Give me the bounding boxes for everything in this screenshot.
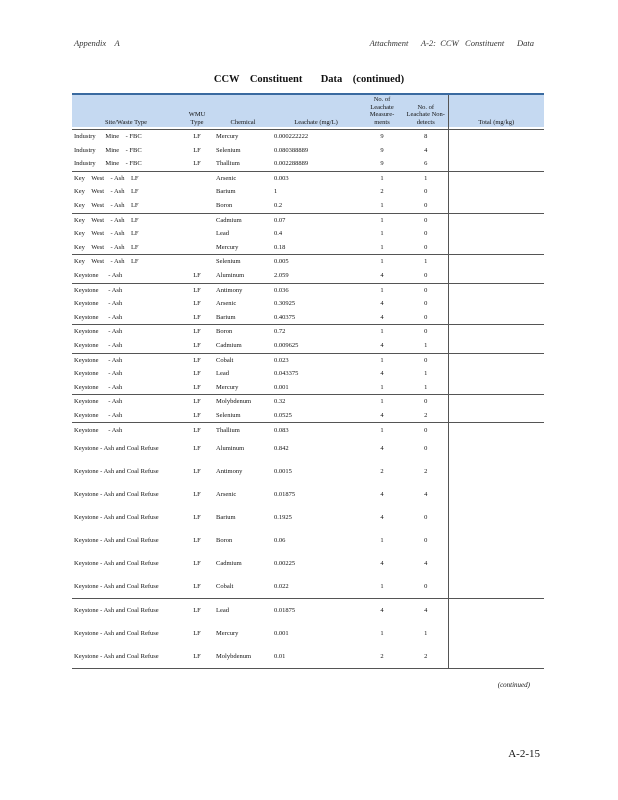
cell-leachate: 0.036 [272, 283, 360, 297]
cell-num-measurements: 1 [360, 395, 404, 409]
cell-leachate: 0.842 [274, 444, 289, 452]
header-wmu-type: WMU Type [180, 94, 214, 127]
cell-total [448, 423, 544, 437]
cell-num-measurements: 1 [380, 629, 384, 637]
cell-num-nondetects: 0 [424, 230, 428, 238]
table-row [72, 381, 544, 395]
cell-site-waste-type: Keystone - Ash and Coal Refuse [72, 599, 180, 623]
cell-total [448, 599, 544, 623]
cell-wmu-type: LF [193, 313, 201, 321]
cell-num-measurements: 4 [360, 599, 404, 623]
table-row [72, 199, 544, 213]
cell-total [448, 645, 544, 669]
cell-num-measurements: 9 [380, 146, 384, 154]
cell-leachate: 0.01875 [274, 490, 296, 498]
cell-wmu-type: LF [180, 423, 214, 437]
cell-num-nondetects: 0 [424, 582, 428, 590]
table-row [72, 437, 544, 460]
cell-chemical: Cobalt [216, 582, 234, 590]
cell-num-measurements: 1 [380, 230, 384, 238]
table-row [72, 311, 544, 325]
cell-total [448, 185, 544, 199]
cell-leachate: 0.001 [274, 383, 289, 391]
cell-site-waste-type: Keystone - Ash [74, 411, 123, 419]
cell-num-nondetects: 2 [404, 645, 448, 669]
cell-num-nondetects: 0 [424, 313, 428, 321]
cell-num-nondetects: 2 [424, 411, 428, 419]
cell-num-measurements: 4 [380, 513, 384, 521]
cell-num-nondetects: 8 [404, 130, 448, 144]
cell-chemical: Mercury [216, 629, 239, 637]
cell-leachate: 0.0525 [274, 411, 292, 419]
cell-leachate: 0.40375 [274, 313, 296, 321]
continued-note: (continued) [497, 681, 530, 689]
cell-wmu-type: LF [193, 490, 201, 498]
cell-num-nondetects: 1 [424, 383, 428, 391]
cell-num-measurements: 4 [380, 300, 384, 308]
cell-num-measurements: 2 [380, 188, 384, 196]
cell-site-waste-type: Keystone - Ash [74, 341, 123, 349]
table-row [72, 552, 544, 575]
cell-leachate: 0.022 [274, 582, 289, 590]
cell-num-measurements: 1 [380, 383, 384, 391]
table-row [72, 483, 544, 506]
cell-total [448, 297, 544, 311]
cell-site-waste-type: Keystone - Ash and Coal Refuse [74, 582, 159, 590]
cell-num-nondetects: 0 [424, 300, 428, 308]
cell-num-measurements: 1 [360, 423, 404, 437]
cell-leachate: 0.2 [274, 202, 283, 210]
cell-wmu-type [180, 241, 214, 255]
cell-num-nondetects: 1 [424, 370, 428, 378]
cell-wmu-type: LF [193, 300, 201, 308]
cell-leachate: 0.1925 [274, 513, 292, 521]
cell-site-waste-type: Keystone - Ash and Coal Refuse [74, 559, 159, 567]
cell-num-nondetects: 1 [424, 629, 428, 637]
cell-total [448, 575, 544, 599]
cell-num-nondetects: 0 [404, 423, 448, 437]
cell-site-waste-type: Keystone - Ash [72, 353, 180, 367]
page-title: CCW Constituent Data (continued) [213, 74, 405, 85]
cell-site-waste-type: Industry Mine - FBC [74, 160, 142, 168]
cell-leachate: 0.4 [274, 230, 283, 238]
cell-chemical: Boron [214, 325, 272, 339]
cell-total [448, 157, 544, 171]
cell-total [448, 199, 544, 213]
cell-leachate: 0.023 [272, 353, 360, 367]
cell-site-waste-type: Keystone - Ash [74, 300, 123, 308]
cell-chemical: Thallium [216, 160, 240, 168]
cell-num-measurements: 4 [380, 490, 384, 498]
cell-num-nondetects: 4 [424, 146, 428, 154]
cell-site-waste-type: Keystone - Ash and Coal Refuse [72, 645, 180, 669]
cell-wmu-type: LF [193, 383, 201, 391]
table-header-row [72, 94, 544, 127]
table-row [72, 645, 544, 669]
cell-wmu-type: LF [193, 513, 201, 521]
cell-site-waste-type: Keystone - Ash [72, 283, 180, 297]
cell-leachate: 0.01 [272, 645, 360, 669]
cell-leachate: 0.32 [272, 395, 360, 409]
cell-wmu-type: LF [193, 467, 201, 475]
table-row [72, 255, 544, 269]
cell-leachate: 0.001 [274, 629, 289, 637]
cell-site-waste-type: Key West - Ash LF [74, 230, 139, 238]
header-chemical: Chemical [214, 94, 272, 127]
cell-chemical: Arsenic [214, 171, 272, 185]
cell-num-measurements: 2 [360, 645, 404, 669]
cell-leachate: 0.080388889 [274, 146, 309, 154]
cell-chemical: Cobalt [214, 353, 272, 367]
cell-wmu-type: LF [193, 341, 201, 349]
cell-total [448, 483, 544, 506]
cell-wmu-type: LF [180, 599, 214, 623]
cell-total [448, 437, 544, 460]
cell-chemical: Selenium [216, 411, 241, 419]
cell-site-waste-type: Keystone - Ash and Coal Refuse [74, 490, 159, 498]
cell-total [448, 283, 544, 297]
cell-num-nondetects: 2 [424, 467, 428, 475]
cell-num-measurements: 4 [380, 411, 384, 419]
cell-chemical: Molybdenum [214, 395, 272, 409]
table-row [72, 339, 544, 353]
cell-leachate: 2.059 [274, 271, 289, 279]
cell-num-nondetects: 4 [424, 559, 428, 567]
cell-leachate: 0.002288889 [274, 160, 309, 168]
cell-num-nondetects: 0 [404, 213, 448, 227]
cell-wmu-type: LF [180, 325, 214, 339]
cell-wmu-type: LF [193, 582, 201, 590]
table-row [72, 529, 544, 552]
cell-chemical: Boron [216, 536, 233, 544]
cell-total [448, 353, 544, 367]
cell-site-waste-type: Keystone - Ash [72, 423, 180, 437]
cell-wmu-type [180, 199, 214, 213]
cell-num-nondetects: 0 [404, 353, 448, 367]
table-row [72, 423, 544, 437]
cell-wmu-type: LF [193, 370, 201, 378]
table-row [72, 409, 544, 423]
cell-wmu-type: LF [193, 271, 201, 279]
cell-leachate: 1 [274, 188, 278, 196]
table-row [72, 367, 544, 381]
table-row [72, 241, 544, 255]
cell-num-measurements: 4 [380, 370, 384, 378]
cell-wmu-type [180, 185, 214, 199]
cell-site-waste-type: Keystone - Ash [74, 383, 123, 391]
cell-num-nondetects: 4 [404, 599, 448, 623]
cell-leachate: 0.07 [272, 213, 360, 227]
cell-wmu-type: LF [193, 629, 201, 637]
cell-wmu-type: LF [180, 130, 214, 144]
cell-num-measurements: 4 [380, 313, 384, 321]
cell-leachate: 0.01875 [272, 599, 360, 623]
cell-total [448, 227, 544, 241]
cell-total [448, 171, 544, 185]
cell-chemical: Antimony [214, 283, 272, 297]
cell-site-waste-type: Key West - Ash LF [74, 202, 139, 210]
cell-num-nondetects: 0 [404, 283, 448, 297]
table-row [72, 506, 544, 529]
cell-num-measurements: 1 [380, 536, 384, 544]
cell-chemical: Selenium [214, 255, 272, 269]
cell-leachate: 0.00225 [274, 559, 296, 567]
header-leachate: Leachate (mg/L) [272, 94, 360, 127]
cell-leachate: 0.003 [272, 171, 360, 185]
cell-leachate: 0.0015 [274, 467, 292, 475]
cell-chemical: Barium [216, 313, 236, 321]
table-row [72, 325, 544, 339]
cell-site-waste-type: Key West - Ash LF [74, 243, 139, 251]
cell-wmu-type: LF [180, 395, 214, 409]
cell-site-waste-type: Keystone - Ash [72, 395, 180, 409]
cell-site-waste-type: Key West - Ash LF [74, 188, 139, 196]
header-site-waste-type: Site/Waste Type [72, 94, 180, 127]
cell-wmu-type [180, 255, 214, 269]
cell-site-waste-type: Keystone - Ash [72, 325, 180, 339]
cell-num-measurements: 1 [360, 171, 404, 185]
cell-total [448, 213, 544, 227]
cell-site-waste-type: Key West - Ash LF [72, 171, 180, 185]
cell-site-waste-type: Keystone - Ash [74, 271, 123, 279]
cell-total [448, 622, 544, 645]
cell-wmu-type: LF [193, 536, 201, 544]
cell-total [448, 460, 544, 483]
cell-num-measurements: 4 [380, 271, 384, 279]
cell-chemical: Antimony [216, 467, 243, 475]
cell-site-waste-type: Key West - Ash LF [72, 255, 180, 269]
cell-site-waste-type: Keystone - Ash and Coal Refuse [74, 513, 159, 521]
cell-num-nondetects: 6 [424, 160, 428, 168]
cell-wmu-type [180, 171, 214, 185]
cell-wmu-type: LF [193, 411, 201, 419]
table-row [72, 283, 544, 297]
cell-chemical: Lead [216, 370, 229, 378]
cell-chemical: Boron [216, 202, 233, 210]
cell-num-measurements: 1 [360, 213, 404, 227]
cell-chemical: Mercury [214, 130, 272, 144]
cell-leachate: 0.043375 [274, 370, 299, 378]
cell-total [448, 506, 544, 529]
cell-num-nondetects: 0 [424, 536, 428, 544]
cell-site-waste-type: Keystone - Ash and Coal Refuse [74, 467, 159, 475]
cell-leachate: 0.30925 [274, 300, 296, 308]
cell-chemical: Cadmium [216, 559, 242, 567]
cell-leachate: 0.009625 [274, 341, 299, 349]
cell-num-nondetects: 0 [424, 271, 428, 279]
cell-total [448, 529, 544, 552]
cell-num-nondetects: 1 [404, 171, 448, 185]
cell-total [448, 381, 544, 395]
cell-chemical: Aluminum [216, 444, 245, 452]
cell-chemical: Mercury [216, 243, 239, 251]
cell-num-measurements: 4 [380, 559, 384, 567]
cell-num-measurements: 9 [380, 160, 384, 168]
cell-num-measurements: 1 [360, 353, 404, 367]
cell-wmu-type: LF [193, 559, 201, 567]
cell-leachate: 0.083 [272, 423, 360, 437]
cell-num-nondetects: 0 [404, 395, 448, 409]
cell-site-waste-type: Keystone - Ash [74, 313, 123, 321]
cell-chemical: Lead [216, 230, 229, 238]
cell-num-nondetects: 1 [404, 255, 448, 269]
cell-num-measurements: 4 [380, 444, 384, 452]
cell-chemical: Arsenic [216, 490, 237, 498]
cell-num-measurements: 1 [360, 255, 404, 269]
cell-chemical: Cadmium [216, 341, 242, 349]
cell-chemical: Mercury [216, 383, 239, 391]
cell-site-waste-type: Keystone - Ash and Coal Refuse [74, 444, 159, 452]
cell-num-nondetects: 0 [424, 444, 428, 452]
table-body [72, 130, 544, 669]
cell-total [448, 552, 544, 575]
cell-leachate: 0.005 [272, 255, 360, 269]
running-header-attachment: Attachment A-2: CCW Constituent Data [369, 38, 534, 48]
cell-wmu-type: LF [180, 645, 214, 669]
cell-total [448, 241, 544, 255]
cell-site-waste-type: Keystone - Ash [74, 370, 123, 378]
cell-num-measurements: 1 [360, 325, 404, 339]
cell-num-nondetects: 0 [424, 243, 428, 251]
table-row [72, 144, 544, 158]
cell-total [448, 395, 544, 409]
cell-site-waste-type: Key West - Ash LF [72, 213, 180, 227]
cell-chemical: Aluminum [216, 271, 245, 279]
cell-total [448, 255, 544, 269]
cell-num-nondetects: 4 [424, 490, 428, 498]
cell-wmu-type: LF [180, 353, 214, 367]
table-row [72, 599, 544, 623]
table-row [72, 227, 544, 241]
cell-total [448, 367, 544, 381]
table-row [72, 157, 544, 171]
header-total: Total (mg/kg) [448, 94, 544, 127]
cell-wmu-type [180, 227, 214, 241]
cell-chemical: Cadmium [214, 213, 272, 227]
table-row [72, 575, 544, 599]
cell-site-waste-type: Industry Mine - FBC [74, 146, 142, 154]
cell-num-nondetects: 0 [424, 513, 428, 521]
cell-num-nondetects: 1 [424, 341, 428, 349]
cell-chemical: Barium [216, 188, 236, 196]
cell-num-nondetects: 0 [424, 202, 428, 210]
cell-num-measurements: 9 [360, 130, 404, 144]
cell-num-measurements: 4 [380, 341, 384, 349]
table-row [72, 269, 544, 283]
cell-wmu-type: LF [180, 283, 214, 297]
table-row [72, 297, 544, 311]
cell-num-measurements: 1 [380, 202, 384, 210]
cell-total [448, 130, 544, 144]
cell-chemical: Barium [216, 513, 236, 521]
page-number: A-2-15 [508, 748, 540, 760]
table-row [72, 460, 544, 483]
cell-num-measurements: 1 [360, 283, 404, 297]
header-num-measurements: No. of Leachate Measure- ments [360, 94, 404, 127]
cell-total [448, 409, 544, 423]
cell-num-measurements: 1 [380, 582, 384, 590]
table-row [72, 185, 544, 199]
cell-wmu-type: LF [193, 444, 201, 452]
table-row [72, 353, 544, 367]
cell-total [448, 325, 544, 339]
cell-chemical: Thallium [214, 423, 272, 437]
cell-total [448, 339, 544, 353]
cell-chemical: Arsenic [216, 300, 237, 308]
table-row [72, 171, 544, 185]
cell-num-nondetects: 0 [424, 188, 428, 196]
table-row [72, 622, 544, 645]
cell-chemical: Selenium [216, 146, 241, 154]
cell-num-measurements: 1 [380, 243, 384, 251]
cell-num-measurements: 2 [380, 467, 384, 475]
cell-leachate: 0.06 [274, 536, 286, 544]
cell-wmu-type: LF [193, 146, 201, 154]
cell-num-nondetects: 0 [404, 325, 448, 339]
header-num-nondetects: No. of Leachate Non- detects [404, 94, 448, 127]
cell-site-waste-type: Keystone - Ash and Coal Refuse [74, 536, 159, 544]
table-row [72, 213, 544, 227]
table-row [72, 395, 544, 409]
running-header-appendix: Appendix A [74, 38, 120, 48]
cell-total [448, 311, 544, 325]
cell-wmu-type: LF [193, 160, 201, 168]
cell-site-waste-type: Keystone - Ash and Coal Refuse [74, 629, 159, 637]
cell-chemical: Lead [214, 599, 272, 623]
cell-leachate: 0.000222222 [272, 130, 360, 144]
cell-chemical: Molybdenum [214, 645, 272, 669]
cell-leachate: 0.72 [272, 325, 360, 339]
table-row [72, 130, 544, 144]
cell-site-waste-type: Industry Mine - FBC [72, 130, 180, 144]
cell-leachate: 0.18 [274, 243, 286, 251]
cell-total [448, 269, 544, 283]
cell-total [448, 144, 544, 158]
ccw-constituent-table [72, 93, 544, 669]
cell-wmu-type [180, 213, 214, 227]
